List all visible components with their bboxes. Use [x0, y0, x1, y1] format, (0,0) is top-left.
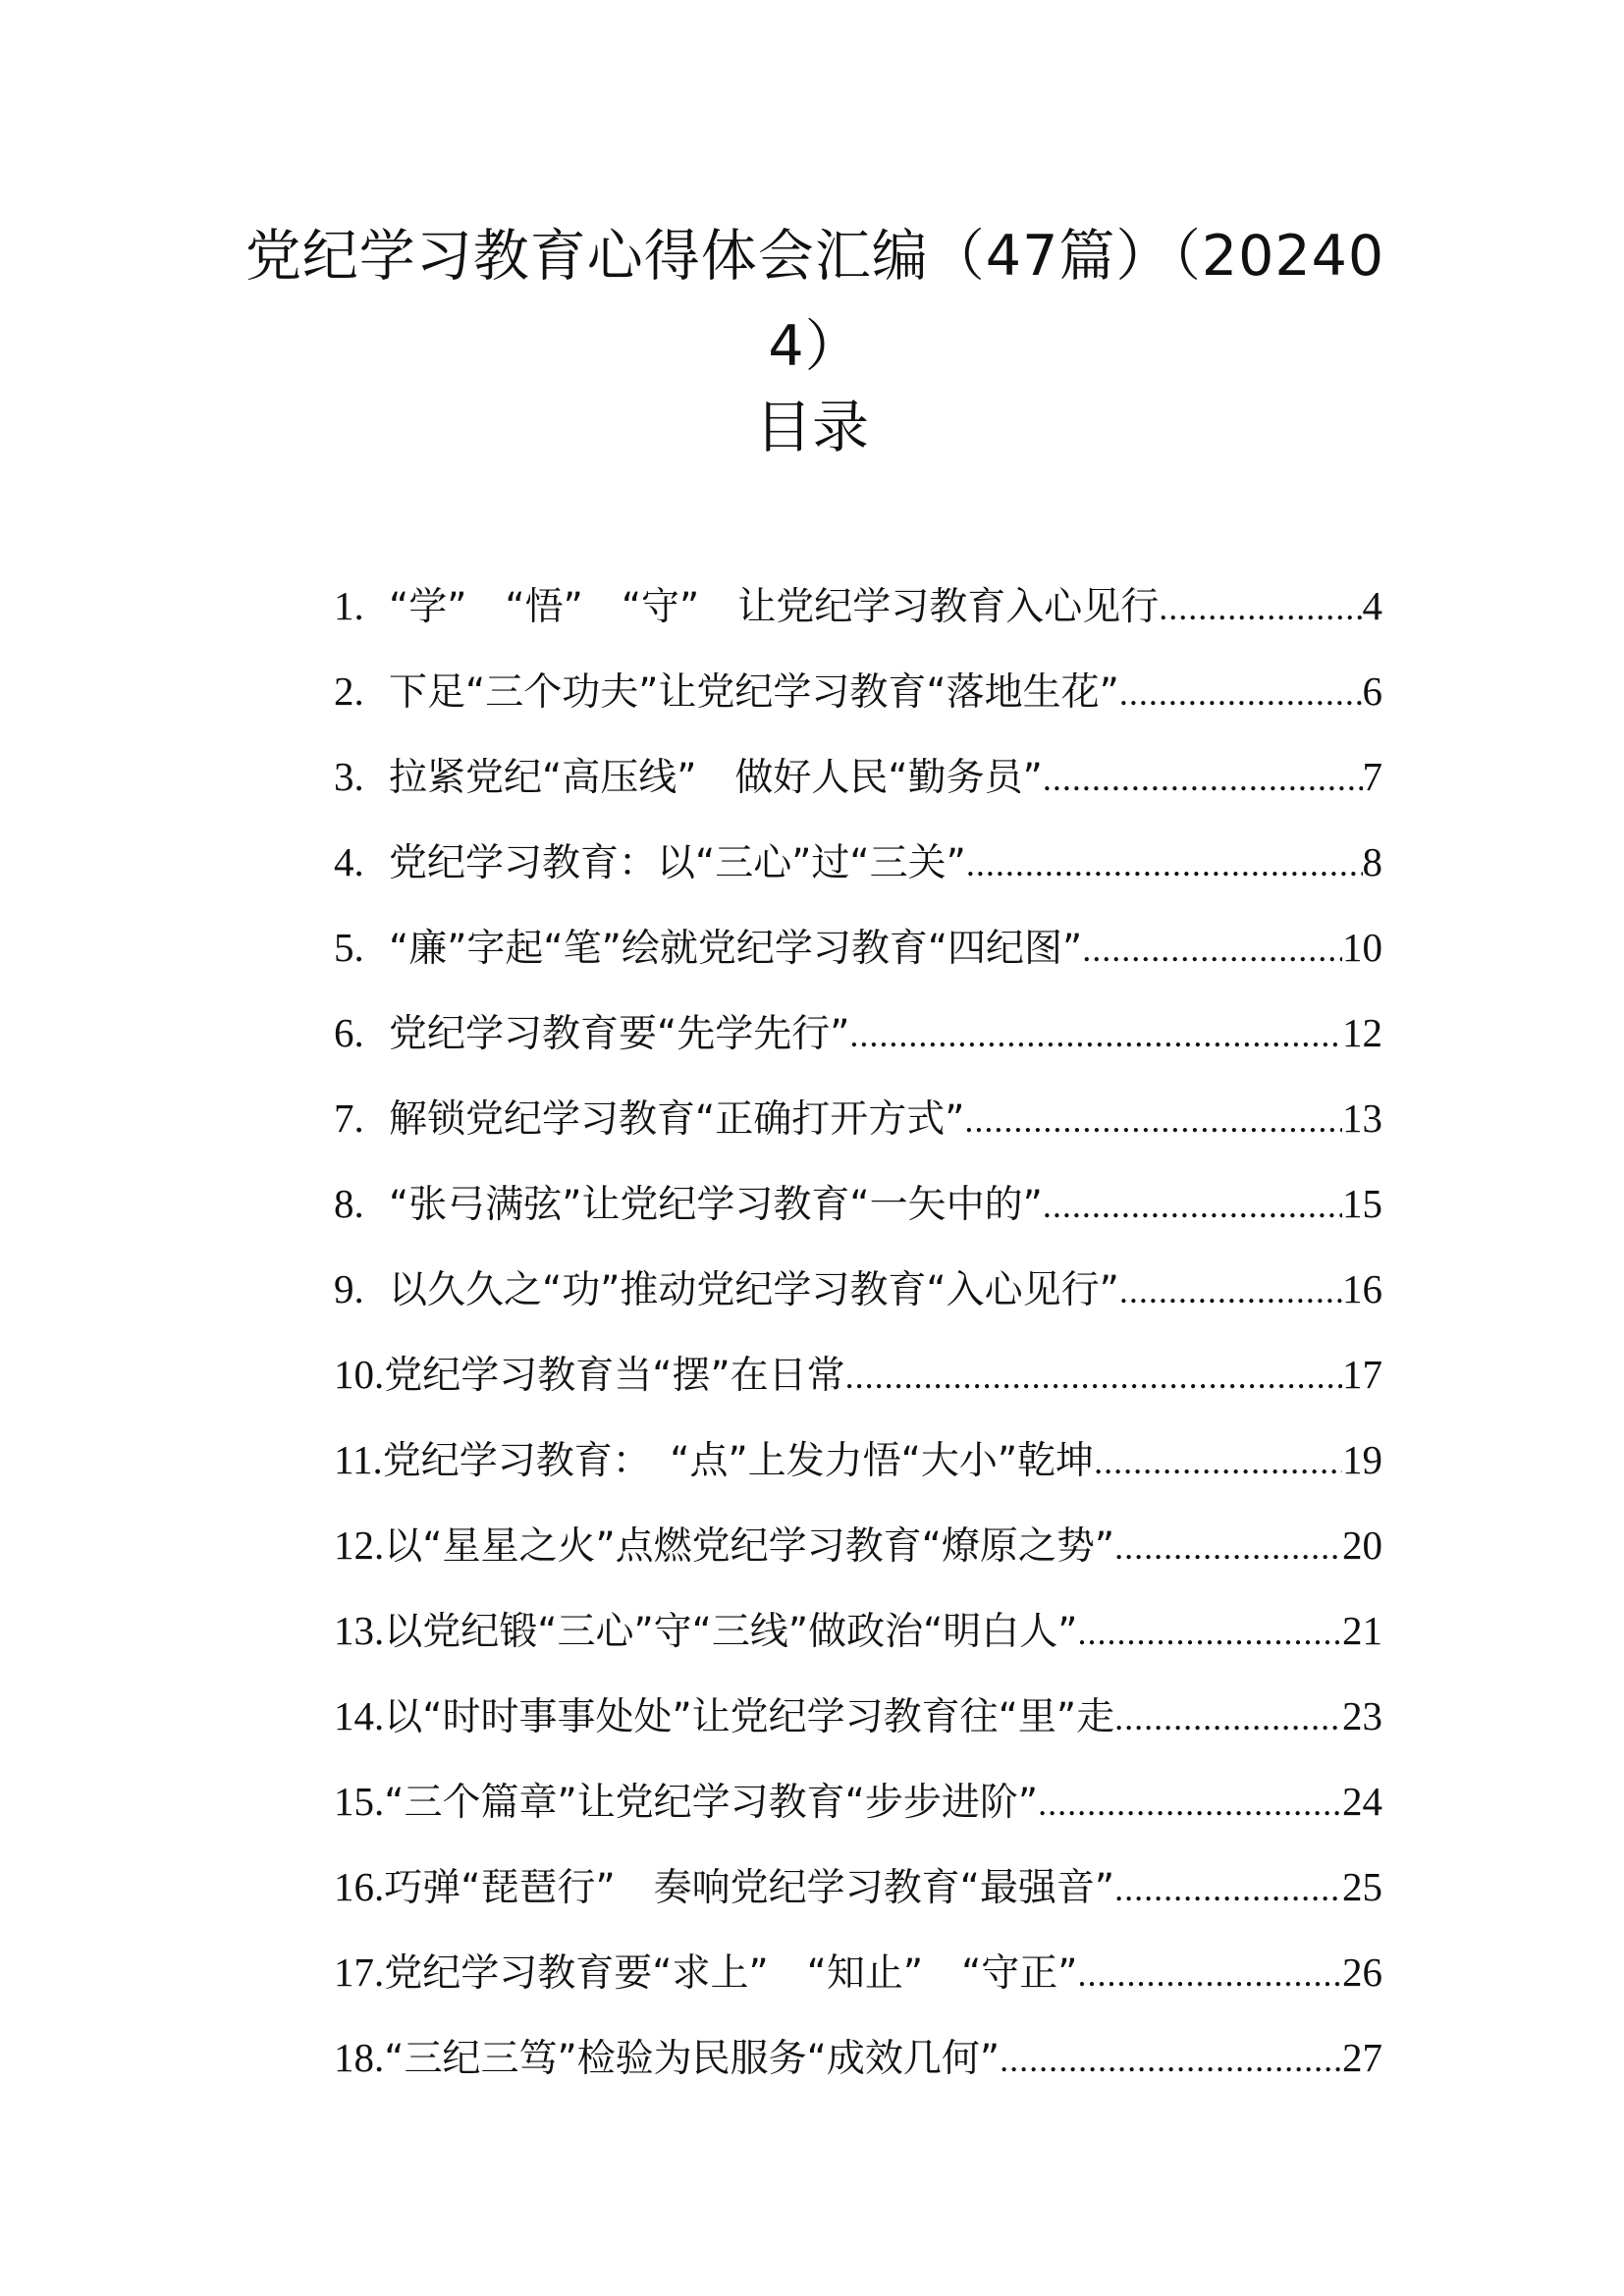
toc-entry-title: 党纪学习教育要“求上” “知止” “守正” [384, 1951, 1078, 1996]
table-of-contents [334, 563, 1382, 2101]
toc-entry-number: 15. [334, 1779, 385, 1824]
toc-entry[interactable] [334, 820, 1382, 905]
toc-entry-number: 11. [334, 1437, 383, 1482]
toc-entry[interactable] [334, 1503, 1382, 1588]
toc-entry[interactable] [334, 1076, 1382, 1161]
toc-entry-title: 以久久之“功”推动党纪学习教育“入心见行” [389, 1268, 1119, 1312]
dot-leader [1043, 1163, 1342, 1249]
toc-entry-title: 党纪学习教育：以“三心”过“三关” [389, 841, 966, 885]
toc-entry-number: 7. [334, 1095, 364, 1141]
toc-entry-number: 6. [334, 1010, 364, 1055]
toc-entry-number: 13. [334, 1608, 385, 1653]
toc-entry-number: 3. [334, 754, 364, 799]
toc-entry-title: “廉”字起“笔”绘就党纪学习教育“四纪图” [389, 927, 1083, 971]
toc-entry-number: 1. [334, 583, 364, 628]
document-title: 党纪学习教育心得体会汇编（47篇）（202404） [244, 224, 1385, 379]
dot-leader [1077, 1590, 1342, 1676]
toc-entry-page: 25 [1342, 1864, 1382, 1909]
toc-entry-title: 下足“三个功夫”让党纪学习教育“落地生花” [389, 670, 1119, 715]
dot-leader [1082, 907, 1342, 992]
dot-leader [845, 1334, 1342, 1419]
toc-entry-title: 以“时时事事处处”让党纪学习教育往“里”走 [384, 1695, 1115, 1739]
toc-entry-number: 10. [334, 1352, 385, 1397]
dot-leader [1119, 651, 1363, 736]
toc-entry-title: “张弓满弦”让党纪学习教育“一矢中的” [389, 1183, 1043, 1227]
toc-entry-title: 以“星星之火”点燃党纪学习教育“燎原之势” [384, 1524, 1115, 1569]
dot-leader [1043, 736, 1363, 822]
dot-leader [1119, 1249, 1342, 1334]
dot-leader [1000, 2017, 1342, 2103]
toc-entry-number: 16. [334, 1864, 385, 1909]
dot-leader [1077, 1932, 1342, 2017]
toc-entry-number: 12. [334, 1522, 385, 1568]
dot-leader [966, 822, 1363, 907]
toc-entry-number: 17. [334, 1949, 385, 1995]
toc-entry-page: 21 [1342, 1608, 1382, 1653]
toc-entry[interactable] [334, 1844, 1382, 1930]
toc-entry[interactable] [334, 563, 1382, 649]
toc-entry-page: 24 [1342, 1779, 1382, 1824]
toc-entry-number: 14. [334, 1693, 385, 1738]
toc-entry-page: 27 [1342, 2035, 1382, 2080]
toc-entry-page: 15 [1342, 1181, 1382, 1226]
toc-entry-title: 党纪学习教育当“摆”在日常 [384, 1354, 845, 1398]
toc-entry-page: 16 [1342, 1266, 1382, 1311]
toc-entry[interactable] [334, 734, 1382, 820]
dot-leader [1094, 1419, 1342, 1505]
toc-entry[interactable] [334, 990, 1382, 1076]
toc-entry-page: 23 [1342, 1693, 1382, 1738]
toc-entry[interactable] [334, 1674, 1382, 1759]
dot-leader [1159, 565, 1362, 651]
toc-entry-title: 党纪学习教育要“先学先行” [389, 1012, 850, 1056]
toc-entry-title: 解锁党纪学习教育“正确打开方式” [389, 1097, 965, 1142]
toc-entry[interactable] [334, 2015, 1382, 2101]
toc-entry-number: 4. [334, 839, 364, 884]
toc-entry-number: 5. [334, 925, 364, 970]
dot-leader [1114, 1676, 1342, 1761]
toc-entry-title: 以党纪锻“三心”守“三线”做政治“明白人” [384, 1610, 1078, 1654]
toc-entry[interactable] [334, 1332, 1382, 1417]
dot-leader [964, 1078, 1342, 1163]
toc-entry-page: 6 [1362, 668, 1382, 714]
toc-entry[interactable] [334, 649, 1382, 734]
toc-entry[interactable] [334, 1247, 1382, 1332]
toc-entry-title: “三个篇章”让党纪学习教育“步步进阶” [384, 1781, 1039, 1825]
toc-entry-page: 19 [1342, 1437, 1382, 1482]
dot-leader [849, 992, 1342, 1078]
dot-leader [1038, 1761, 1342, 1846]
toc-entry[interactable] [334, 905, 1382, 990]
toc-entry-page: 26 [1342, 1949, 1382, 1995]
dot-leader [1114, 1505, 1342, 1590]
toc-entry-page: 4 [1362, 583, 1382, 628]
toc-entry-number: 2. [334, 668, 364, 714]
toc-entry-page: 20 [1342, 1522, 1382, 1568]
toc-entry-title: “三纪三笃”检验为民服务“成效几何” [384, 2037, 1001, 2081]
toc-entry[interactable] [334, 1588, 1382, 1674]
toc-entry[interactable] [334, 1930, 1382, 2015]
toc-entry-page: 7 [1362, 754, 1382, 799]
toc-entry-page: 13 [1342, 1095, 1382, 1141]
toc-entry-number: 9. [334, 1266, 364, 1311]
toc-entry-title: 党纪学习教育： “点”上发力悟“大小”乾坤 [382, 1439, 1095, 1483]
toc-entry-page: 12 [1342, 1010, 1382, 1055]
toc-entry-number: 18. [334, 2035, 385, 2080]
toc-entry[interactable] [334, 1161, 1382, 1247]
toc-entry-number: 8. [334, 1181, 364, 1226]
toc-entry-title: “学” “悟” “守” 让党纪学习教育入心见行 [389, 585, 1160, 629]
toc-entry-title: 巧弹“琵琶行” 奏响党纪学习教育“最强音” [384, 1866, 1115, 1910]
toc-entry-page: 8 [1362, 839, 1382, 884]
toc-heading: 目录 [754, 394, 869, 460]
toc-entry[interactable] [334, 1417, 1382, 1503]
toc-entry-title: 拉紧党纪“高压线” 做好人民“勤务员” [389, 756, 1043, 800]
dot-leader [1114, 1846, 1342, 1932]
toc-entry[interactable] [334, 1759, 1382, 1844]
toc-entry-page: 10 [1342, 925, 1382, 970]
toc-entry-page: 17 [1342, 1352, 1382, 1397]
